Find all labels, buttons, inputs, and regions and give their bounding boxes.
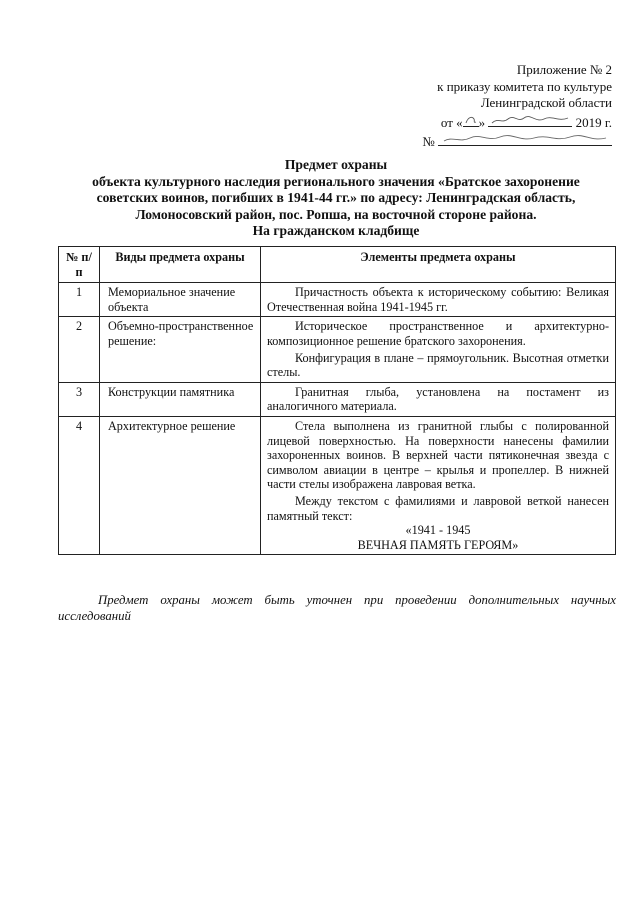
footnote: Предмет охраны может быть уточнен при проведении дополнительных научных исследований <box>58 593 616 623</box>
annex-order: к приказу комитета по культуре <box>437 78 612 94</box>
header-kind: Виды предмета охраны <box>100 247 261 283</box>
row-elements <box>261 317 616 382</box>
title-line-5: На гражданском кладбище <box>252 223 420 239</box>
row-elements <box>261 283 616 317</box>
date-month-handwritten <box>488 112 572 127</box>
title-line-3: советских воинов, погибших в 1941-44 гг.» по адресу: Ленинградская область, <box>96 190 576 206</box>
row-num: 4 <box>59 416 100 554</box>
date-day-handwritten <box>463 112 479 127</box>
document-title <box>56 157 616 240</box>
row-kind: Объемно-пространственное решение: <box>100 317 261 382</box>
element-paragraph: Гранитная глыба, установлена на постамент из аналогичного материала. <box>267 384 609 414</box>
element-paragraph: Историческое пространственное и архитектурно-композиционное решение братского захоронения. <box>267 319 609 348</box>
table-row <box>59 382 616 416</box>
element-paragraph: Конфигурация в плане – прямоугольник. Высотная отметки стелы. <box>267 350 609 380</box>
row-num: 2 <box>59 317 100 382</box>
table-row <box>59 283 616 317</box>
table-row <box>59 416 616 554</box>
annex-header <box>392 62 612 151</box>
header-elements: Элементы предмета охраны <box>261 247 616 283</box>
element-paragraph: Между текстом с фамилиями и лавровой веткой нанесен памятный текст: <box>267 493 609 523</box>
title-line-4: Ломоносовский район, пос. Ропша, на восточной стороне района. <box>135 206 537 222</box>
element-paragraph: Стела выполнена из гранитной глыбы с полированной лицевой поверхностью. На поверхности нанесены фамилии захороненных воинов. В верхней части пятиконечная звезда с символом авиации в центре – крылья и пропеллер. В нижней части стелы изображена лавровая ветка. <box>267 418 609 492</box>
annex-number-line <box>392 131 612 151</box>
table-header-row <box>59 247 616 283</box>
row-elements <box>261 416 616 554</box>
inscription-years: «1941 - 1945 <box>405 523 471 538</box>
protection-table <box>58 246 616 555</box>
number-prefix: № <box>422 134 435 149</box>
annex-number: Приложение № 2 <box>516 62 612 77</box>
annex-region: Ленинградской области <box>480 95 612 110</box>
annex-date-line <box>392 112 612 132</box>
header-num: № п/п <box>59 247 100 283</box>
element-paragraph: Причастность объекта к историческому событию: Великая Отечественная война 1941-1945 гг. <box>267 285 609 314</box>
order-number-handwritten <box>438 131 612 146</box>
inscription-text: ВЕЧНАЯ ПАМЯТЬ ГЕРОЯМ» <box>357 537 519 552</box>
table-row <box>59 317 616 382</box>
row-kind: Архитектурное решение <box>100 416 261 554</box>
row-kind: Мемориальное значение объекта <box>100 283 261 317</box>
date-mid: » <box>478 114 486 130</box>
row-num: 3 <box>59 382 100 416</box>
date-prefix: от « <box>440 114 463 130</box>
row-kind: Конструкции памятника <box>100 382 261 416</box>
title-line-1: Предмет охраны <box>284 157 388 172</box>
title-line-2: объекта культурного наследия регионального значения «Братское захоронение <box>92 173 580 189</box>
row-num: 1 <box>59 283 100 317</box>
row-elements <box>261 382 616 416</box>
date-year: 2019 г. <box>575 114 612 130</box>
